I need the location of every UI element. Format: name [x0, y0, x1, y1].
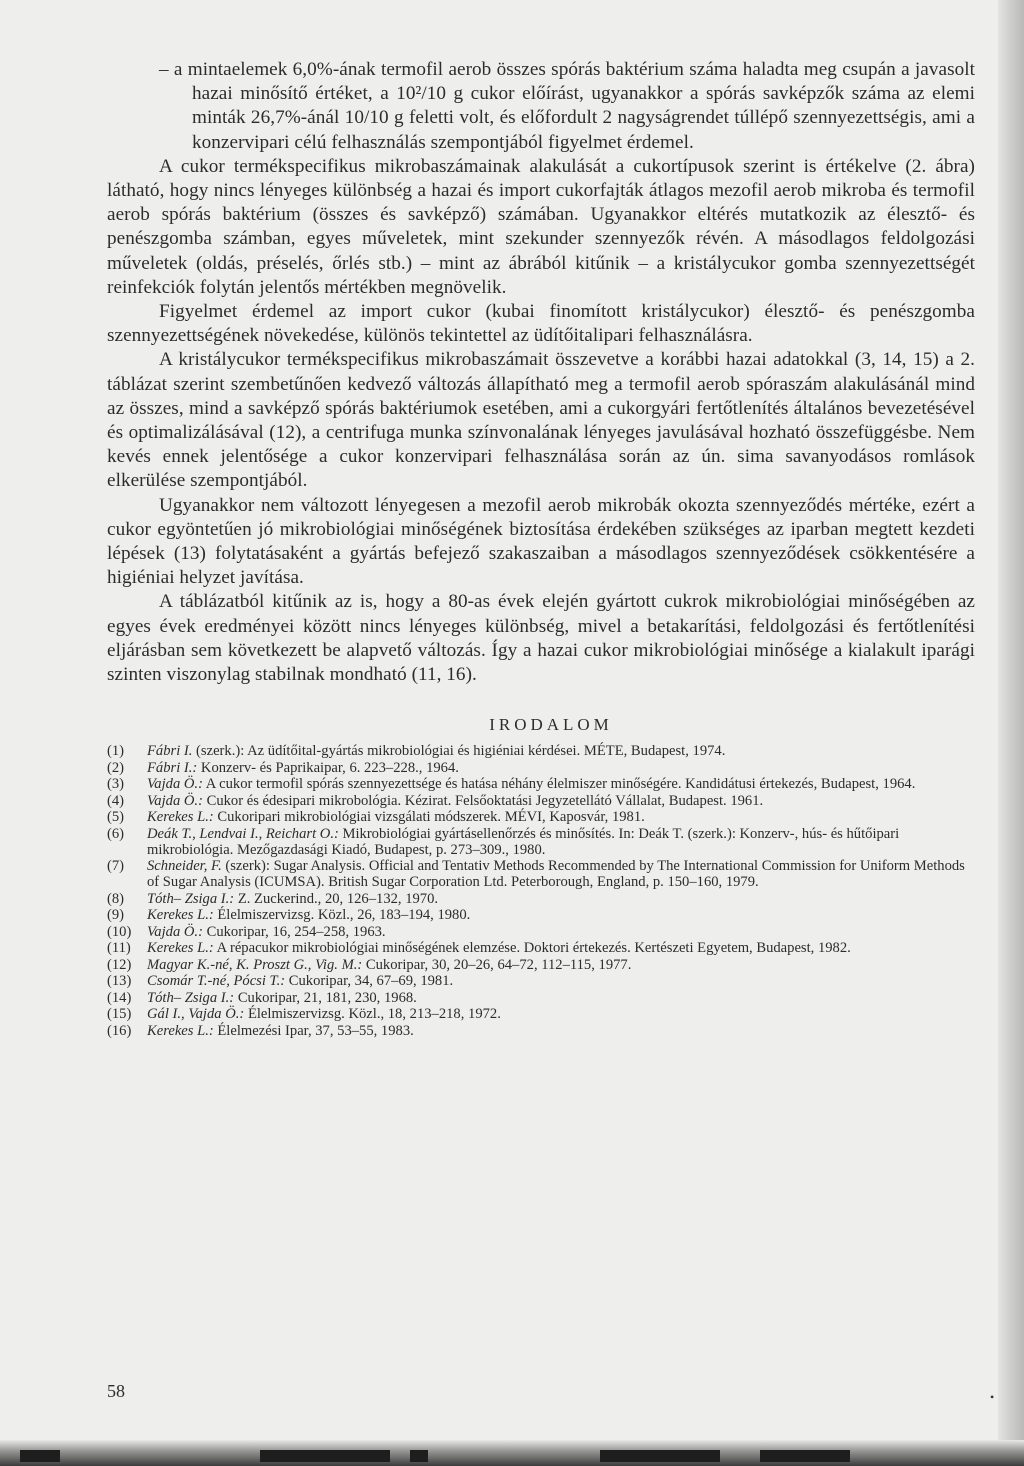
paragraph-6: A táblázatból kitűnik az is, hogy a 80-as évek elején gyártott cukrok mikrobiológiai minőségében az egyes évek eredményei között nincs lényeges különbség, mivel a betakarítási, feldolgozási és fertőtlenítési eljárásban sem következett be alapvető változás. Így a hazai cukor mikrobiológiai minősége a kialakult iparági szinten viszonylag stabilnak mondható (11, 16).	[107, 591, 975, 686]
reference-number: (16)	[107, 1022, 132, 1039]
reference-authors: Vajda Ö.:	[147, 923, 203, 940]
reference-details: Cukor és édesipari mikrobológia. Kézirat. Felsőoktatási Jegyzetellátó Vállalat, Budapest. 1961.	[202, 792, 764, 809]
reference-text	[147, 907, 975, 923]
bottom-scan-strip	[0, 1440, 1024, 1466]
reference-details: (szerk.): Az üdítőital-gyártás mikrobiológiai és higiéniai kérdései. MÉTE, Budapest, 1974.	[192, 743, 726, 760]
reference-number: (7)	[107, 858, 125, 875]
reference-item	[107, 907, 975, 923]
reference-item	[107, 793, 975, 809]
reference-item	[107, 809, 975, 825]
reference-number: (2)	[107, 759, 125, 776]
reference-text	[147, 957, 975, 973]
reference-text	[147, 1023, 975, 1039]
reference-item	[107, 776, 975, 792]
reference-details: Cukoripar, 16, 254–258, 1963.	[202, 923, 386, 940]
reference-details: Cukoripari mikrobiológiai vizsgálati módszerek. MÉVI, Kaposvár, 1981.	[213, 809, 645, 826]
reference-authors: Kerekes L.:	[147, 907, 214, 924]
reference-item	[107, 826, 975, 858]
reference-number: (4)	[107, 792, 125, 809]
reference-details: Élelmezési Ipar, 37, 53–55, 1983.	[213, 1022, 414, 1039]
reference-authors: Tóth– Zsiga I.:	[147, 989, 235, 1006]
reference-text	[147, 858, 975, 890]
reference-text	[147, 990, 975, 1006]
reference-text	[147, 793, 975, 809]
reference-details: A répacukor mikrobiológiai minőségének elemzése. Doktori értekezés. Kertészeti Egyetem, Budapest, 1982.	[213, 940, 851, 957]
references-heading: IRODALOM	[489, 715, 613, 735]
page-edge-shadow	[998, 0, 1024, 1466]
reference-authors: Kerekes L.:	[147, 940, 214, 957]
reference-details: A cukor termofil spórás szennyezettsége és hatása néhány élelmiszer minőségére. Kandidátusi értekezés, Budapest, 1964.	[202, 776, 916, 793]
reference-number: (5)	[107, 809, 125, 826]
reference-text	[147, 924, 975, 940]
reference-authors: Magyar K.-né, K. Proszt G., Vig. M.:	[147, 956, 363, 973]
page-number: 58	[107, 1381, 125, 1401]
reference-details: Cukoripar, 30, 20–26, 64–72, 112–115, 1977.	[362, 956, 632, 973]
reference-authors: Kerekes L.:	[147, 1022, 214, 1039]
reference-details: Konzerv- és Paprikaipar, 6. 223–228., 1964.	[197, 759, 459, 776]
reference-details: Z. Zuckerind., 20, 126–132, 1970.	[234, 890, 439, 907]
reference-details: (szerk): Sugar Analysis. Official and Tentativ Methods Recommended by The International Commission for Uniform Methods of Sugar Analysis (ICUMSA). British Sugar Corporation Ltd. Peterborough, England, p. 150–160, 1979.	[147, 858, 965, 891]
reference-item	[107, 990, 975, 1006]
reference-number: (11)	[107, 940, 131, 957]
reference-item	[107, 924, 975, 940]
page-content	[107, 58, 975, 1039]
reference-text	[147, 743, 975, 759]
reference-item	[107, 973, 975, 989]
reference-number: (9)	[107, 907, 125, 924]
reference-details: Cukoripar, 21, 181, 230, 1968.	[234, 989, 417, 1006]
reference-number: (12)	[107, 956, 132, 973]
reference-text	[147, 776, 975, 792]
reference-authors: Gál I., Vajda Ö.:	[147, 1006, 245, 1023]
reference-text	[147, 809, 975, 825]
paragraph-4: A kristálycukor termékspecifikus mikrobaszámait összevetve a korábbi hazai adatokkal (3, 14, 15) a 2. táblázat szerint szembetűnően kedvező változás állapítható meg a termofil aerob spóraszám alakulásánál mind az összes, mind a savképző spórás baktériumok esetében, ami a cukorgyári fertőtlenítés általános bevezetésével és optimalizálásával (12), a centrifuga munka színvonalának lényeges javulásával hozható összefüggésbe. Nem kevés ennek jelentősége a cukor konzervipari felhasználása során az ún. sima savanyodásos romlások elkerülése szempontjából.	[107, 349, 975, 492]
reference-details: Élelmiszervizsg. Közl., 26, 183–194, 1980.	[213, 907, 471, 924]
reference-authors: Deák T., Lendvai I., Reichart O.:	[147, 825, 339, 842]
paragraph-5: Ugyanakkor nem változott lényegesen a mezofil aerob mikrobák okozta szennyeződés mértéke, ezért a cukor egyöntetűen jó mikrobiológiai minőségének biztosítása érdekében szükséges az iparban megtett kezdeti lépések (13) folytatásaként a gyártás befejező szakaszaiban a másodlagos szennyeződések csökkentésére a higiéniai helyzet javítása.	[107, 494, 975, 589]
reference-authors: Kerekes L.:	[147, 809, 214, 826]
reference-item	[107, 1006, 975, 1022]
reference-text	[147, 1006, 975, 1022]
reference-item	[107, 957, 975, 973]
paragraph-2: A cukor termékspecifikus mikrobaszámainak alakulását a cukortípusok szerint is értékelve (2. ábra) látható, hogy nincs lényeges különbség a hazai és import cukorfajták átlagos mezofil aerob mikroba és termofil aerob spórás baktérium (összes és savképző) számában. Ugyanakkor eltérés mutatkozik az élesztő- és penészgomba számban, egyes műveletek, mint szekunder szennyezők révén. A másodlagos feldolgozási műveletek (oldás, préselés, őrlés stb.) – mint az ábrából kitűnik – a kristálycukor gomba szennyezettségét reinfekciók folytán jelentős mértékben megnövelik.	[107, 155, 975, 298]
reference-authors: Vajda Ö.:	[147, 776, 203, 793]
reference-authors: Fábri I.:	[147, 759, 198, 776]
reference-details: Cukoripar, 34, 67–69, 1981.	[285, 973, 454, 990]
reference-text	[147, 973, 975, 989]
reference-number: (8)	[107, 890, 125, 907]
paragraph-3: Figyelmet érdemel az import cukor (kubai finomított kristálycukor) élesztő- és penészgomba szennyezettségének növekedése, különös tekintettel az üdítőitalipari felhasználásra.	[107, 301, 975, 347]
reference-authors: Schneider, F.	[147, 858, 222, 875]
reference-number: (10)	[107, 923, 132, 940]
reference-authors: Fábri I.	[147, 743, 193, 760]
reference-authors: Vajda Ö.:	[147, 792, 203, 809]
reference-number: (1)	[107, 743, 125, 760]
reference-number: (13)	[107, 973, 132, 990]
reference-authors: Tóth– Zsiga I.:	[147, 890, 235, 907]
reference-number: (6)	[107, 825, 125, 842]
margin-dot-mark: •	[990, 1390, 995, 1404]
reference-item	[107, 1023, 975, 1039]
reference-item	[107, 743, 975, 759]
reference-number: (15)	[107, 1006, 132, 1023]
body-text	[107, 58, 975, 687]
reference-item	[107, 760, 975, 776]
reference-details: Mikrobiológiai gyártásellenőrzés és minősítés. In: Deák T. (szerk.): Konzerv-, hús- és hűtőipari mikrobiológia. Mezőgazdasági Kiadó, Budapest, p. 273–309., 1980.	[147, 825, 900, 858]
reference-item	[107, 940, 975, 956]
reference-text	[147, 760, 975, 776]
reference-text	[147, 891, 975, 907]
reference-item	[107, 891, 975, 907]
reference-text	[147, 940, 975, 956]
reference-text	[147, 826, 975, 858]
reference-number: (3)	[107, 776, 125, 793]
reference-list	[107, 743, 975, 1039]
reference-details: Élelmiszervizsg. Közl., 18, 213–218, 1972.	[244, 1006, 501, 1023]
reference-number: (14)	[107, 989, 132, 1006]
reference-item	[107, 858, 975, 890]
reference-authors: Csomár T.-né, Pócsi T.:	[147, 973, 286, 990]
paragraph-1: – a mintaelemek 6,0%-ának termofil aerob összes spórás baktérium száma haladta meg csupán a javasolt hazai minősítő értéket, a 10²/10 g cukor előírást, ugyanakkor a spórás savképzők száma az elemi minták 26,7%-ánál 10/10 g feletti volt, és előfordult 2 nagyságrendet túllépő szennyezettségis, ami a konzervipari célú felhasználás szempontjából figyelmet érdemel.	[159, 59, 975, 153]
